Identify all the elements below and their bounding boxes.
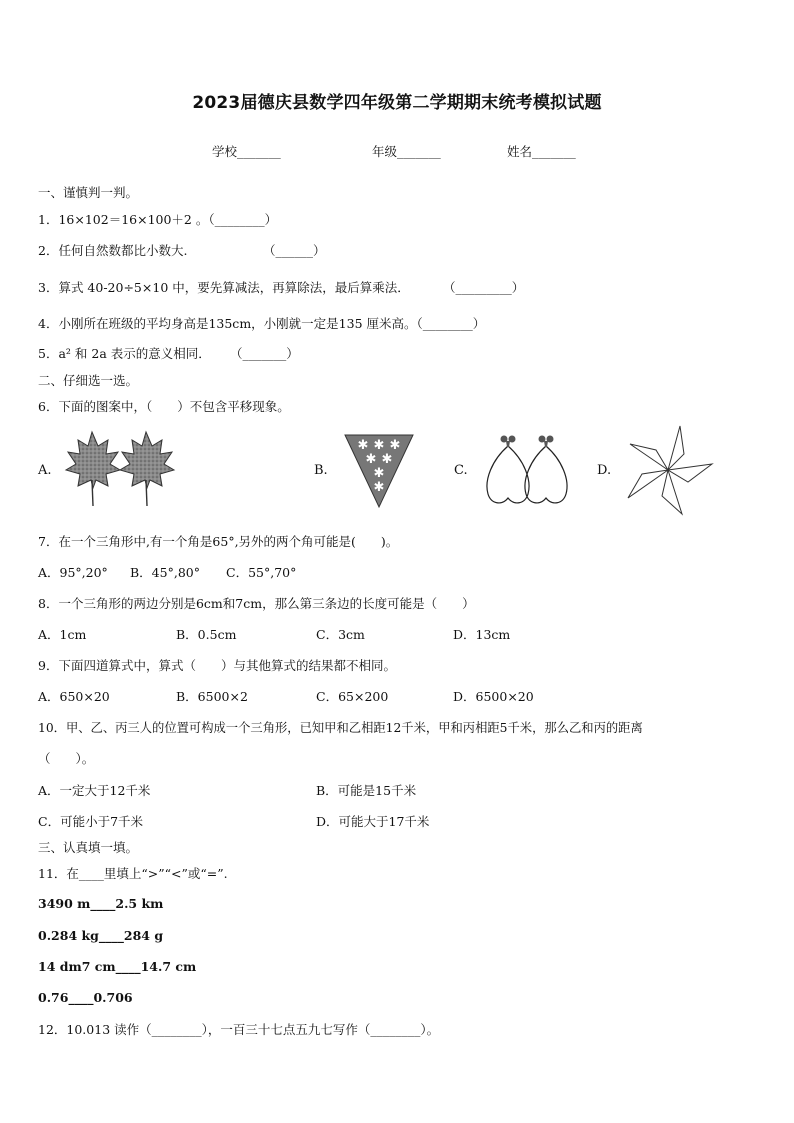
judge-q1: 1．16×102＝16×100＋2 。（________） [38,212,278,227]
q10-option-c[interactable]: C．可能小于7千米 [38,814,144,829]
q9-stem: 9．下面四道算式中，算式（ ）与其他算式的结果都不相同。 [38,658,396,673]
q8-option-c[interactable]: C．3cm [316,627,365,642]
heart-bags-icon [482,432,582,510]
snowflake-triangle-icon [343,433,415,509]
q6-option-d-label[interactable]: D. [597,463,612,478]
q11-item-1[interactable]: 3490 m____2.5 km [38,896,164,911]
q7-stem: 7．在一个三角形中,有一个角是65°,另外的两个角可能是( )。 [38,534,399,549]
q6-option-a-label[interactable]: A. [38,463,52,478]
section-2-heading: 二、仔细选一选。 [38,373,139,388]
judge-q5: 5．a² 和 2a 表示的意义相同． [38,346,211,361]
q8-option-a[interactable]: A．1cm [38,627,87,642]
section-3-heading: 三、认真填一填。 [38,840,139,855]
judge-q2: 2．任何自然数都比小数大. [38,243,188,258]
svg-text:✱: ✱ [373,480,385,495]
q11-item-3[interactable]: 14 dm7 cm____14.7 cm [38,959,197,974]
judge-q3: 3．算式 40-20÷5×10 中，要先算减法，再算除法，最后算乘法． [38,280,410,295]
q10-option-a[interactable]: A．一定大于12千米 [38,783,151,798]
q9-option-b[interactable]: B．6500×2 [176,689,248,704]
q8-option-d[interactable]: D．13cm [453,627,511,642]
q7-option-c[interactable]: C．55°,70° [226,565,297,580]
pinwheel-icon [622,424,714,518]
q10-stem: 10．甲、乙、丙三人的位置可构成一个三角形，已知甲和乙相距12千米，甲和丙相距5千米，那么乙和丙的距离 [38,721,643,735]
svg-text:✱: ✱ [365,452,377,467]
judge-q2-answer[interactable]: （______） [263,243,326,258]
name-field[interactable]: 姓名_______ [507,144,576,159]
svg-text:✱: ✱ [381,452,393,467]
judge-q3-answer[interactable]: （_________） [443,280,525,295]
q6-option-c-label[interactable]: C. [454,463,468,478]
section-1-heading: 一、谨慎判一判。 [38,185,139,200]
svg-text:✱: ✱ [373,438,385,453]
q6-option-b-label[interactable]: B. [314,463,328,478]
grade-field[interactable]: 年级_______ [372,144,441,159]
q11-item-4[interactable]: 0.76____0.706 [38,990,133,1005]
q6-stem: 6．下面的图案中，（ ）不包含平移现象。 [38,399,290,414]
q9-option-c[interactable]: C．65×200 [316,689,389,704]
q7-option-a[interactable]: A．95°,20° [38,565,108,580]
q10-option-d[interactable]: D．可能大于17千米 [316,814,430,829]
q8-option-b[interactable]: B．0.5cm [176,627,237,642]
judge-q5-answer[interactable]: （_______） [230,346,299,361]
page-title: 2023届德庆县数学四年级第二学期期末统考模拟试题 [192,93,602,113]
svg-text:✱: ✱ [389,438,401,453]
q7-option-b[interactable]: B．45°,80° [130,565,200,580]
q8-stem: 8．一个三角形的两边分别是6cm和7cm，那么第三条边的长度可能是（ ） [38,596,475,611]
q10-option-b[interactable]: B．可能是15千米 [316,783,417,798]
school-field[interactable]: 学校_______ [212,144,281,159]
judge-q4: 4．小刚所在班级的平均身高是135cm，小刚就一定是135 厘米高。（________） [38,316,486,331]
q11-item-2[interactable]: 0.284 kg____284 g [38,928,164,943]
svg-text:✱: ✱ [373,466,385,481]
q9-option-a[interactable]: A．650×20 [38,689,110,704]
q11-stem: 11．在____里填上“>”“<”或“=”. [38,866,228,881]
maple-leaves-icon [62,428,182,510]
q10-stem-continued: （ ）。 [38,751,95,766]
q12-stem: 12．10.013 读作（________），一百三十七点五九七写作（________）。 [38,1022,440,1037]
q9-option-d[interactable]: D．6500×20 [453,689,534,704]
svg-text:✱: ✱ [357,438,369,453]
